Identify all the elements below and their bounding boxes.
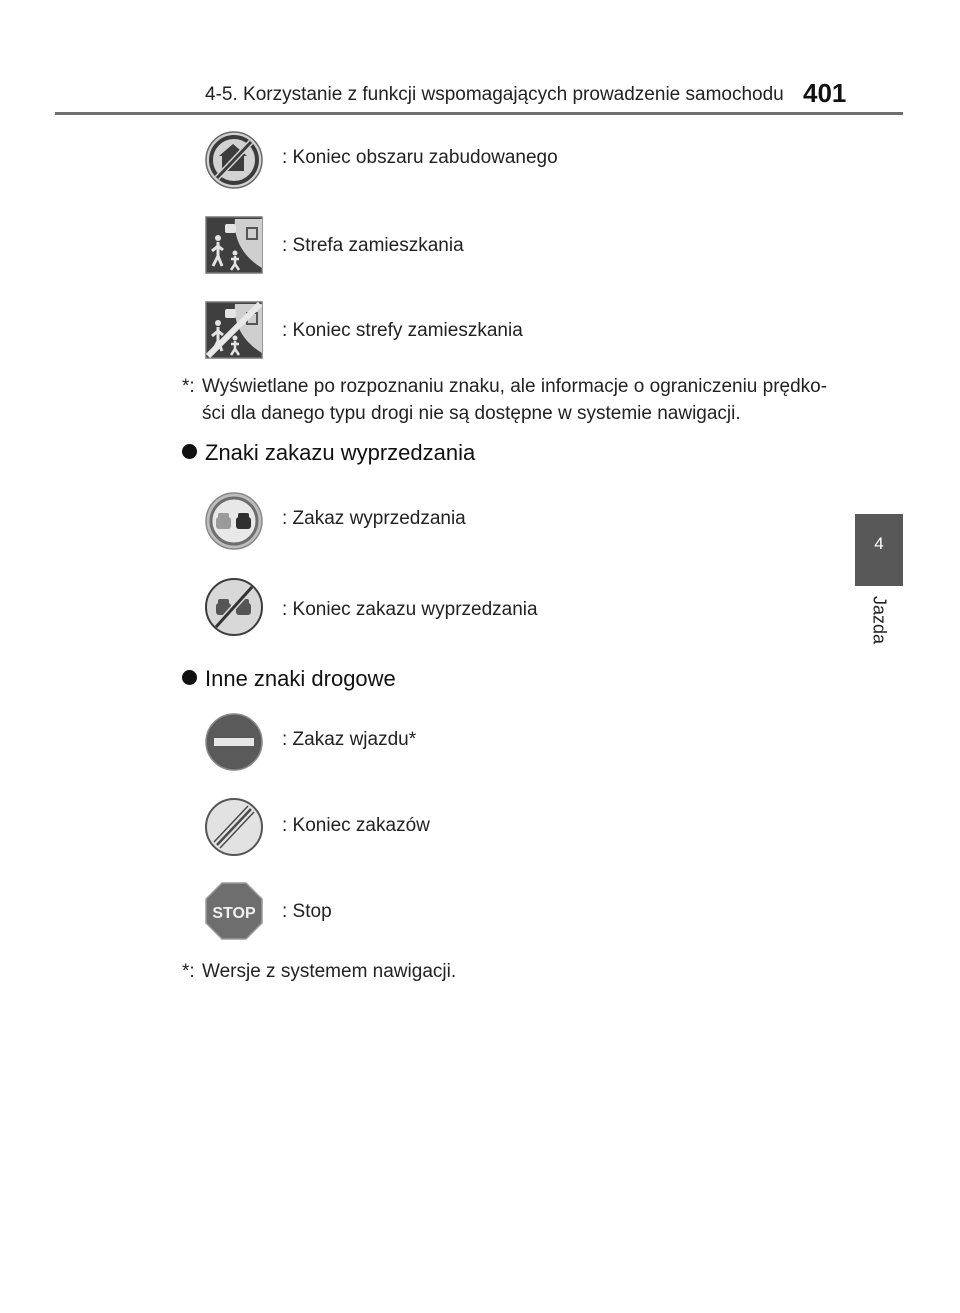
stop-sign-text: STOP: [212, 905, 256, 922]
end-built-up-area-icon: [205, 131, 263, 189]
footnote-mark: *:: [182, 961, 195, 982]
sign-label: : Stop: [282, 901, 332, 922]
end-of-restrictions-icon: [205, 798, 263, 856]
chapter-label: [853, 596, 905, 656]
sign-label: : Koniec zakazu wyprzedzania: [282, 599, 538, 620]
bullet-icon: [182, 670, 197, 685]
chapter-tab: [855, 514, 903, 586]
footnote-line: Wyświetlane po rozpoznaniu znaku, ale informacje o ograniczeniu prędko-: [202, 376, 828, 397]
stop-sign-icon: [205, 882, 263, 940]
chapter-number: 4: [874, 534, 884, 553]
footnote-mark: *:: [182, 376, 195, 397]
end-no-overtaking-icon: [205, 578, 263, 636]
section-heading-text: Inne znaki drogowe: [205, 666, 396, 691]
footnote-line: Wersje z systemem nawigacji.: [202, 961, 457, 982]
no-entry-icon: [205, 713, 263, 771]
sign-label: : Koniec zakazów: [282, 815, 430, 836]
chapter-label-text: Jazda: [869, 596, 890, 645]
sign-label: : Koniec obszaru zabudowanego: [282, 147, 558, 168]
footnote-line: ści dla danego typu drogi nie są dostępne w systemie nawigacji.: [202, 403, 741, 424]
section-title: 4-5. Korzystanie z funkcji wspomagających prowadzenie samochodu: [205, 84, 784, 105]
sign-label: : Zakaz wyprzedzania: [282, 508, 466, 529]
sign-label: : Koniec strefy zamieszkania: [282, 320, 523, 341]
page-number: 401: [803, 78, 847, 108]
residential-zone-icon: [205, 216, 263, 274]
sign-label: : Zakaz wjazdu*: [282, 729, 417, 750]
end-residential-zone-icon: [205, 301, 263, 359]
header-divider: [55, 112, 903, 115]
section-heading: [182, 440, 475, 466]
no-overtaking-icon: [205, 492, 263, 550]
footnote: [182, 373, 862, 429]
footnote: [182, 958, 582, 986]
section-heading-text: Znaki zakazu wyprzedzania: [205, 440, 476, 465]
sign-label: : Strefa zamieszkania: [282, 235, 464, 256]
bullet-icon: [182, 444, 197, 459]
section-heading: [182, 666, 396, 692]
